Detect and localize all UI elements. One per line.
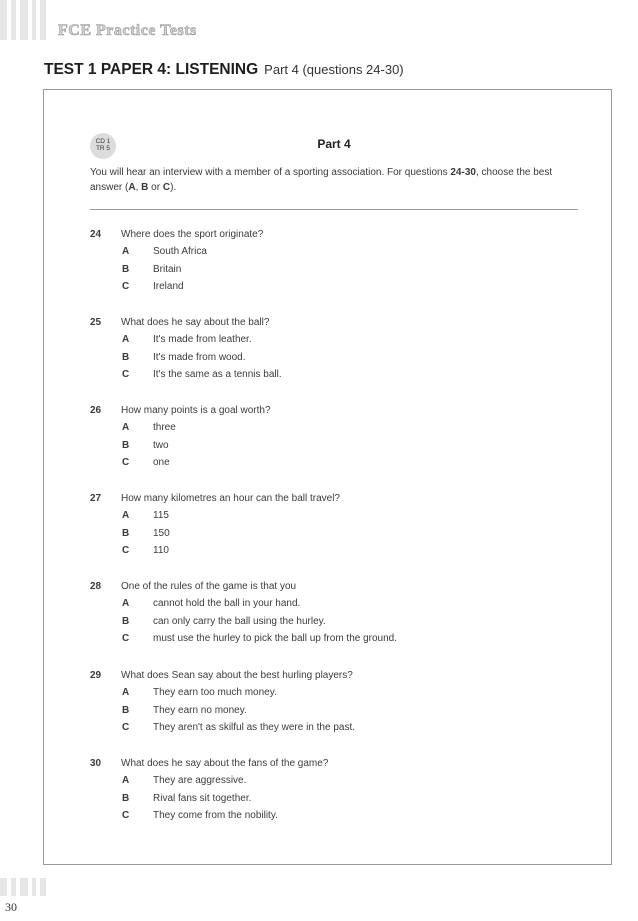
- stripe: [0, 0, 7, 40]
- instructions-letter-c: C: [162, 182, 171, 193]
- stripe: [11, 0, 16, 40]
- option-letter: B: [122, 440, 130, 451]
- option-text: Ireland: [153, 281, 184, 292]
- option-letter: C: [122, 810, 130, 821]
- instructions-letter-a: A: [128, 182, 136, 193]
- option-text: one: [153, 457, 170, 468]
- option-letter: C: [122, 722, 130, 733]
- option-letter: C: [122, 281, 130, 292]
- instructions-sep: or: [148, 182, 163, 193]
- question-number: 25: [90, 317, 102, 328]
- option-text: They earn too much money.: [153, 687, 277, 698]
- question-number: 29: [90, 670, 102, 681]
- option-text: Britain: [153, 264, 182, 275]
- question-number: 24: [90, 229, 102, 240]
- instructions-end: ).: [170, 182, 177, 193]
- stripe: [32, 0, 36, 40]
- option-text: They earn no money.: [153, 705, 247, 716]
- option-letter: C: [122, 457, 130, 468]
- question-number: 30: [90, 758, 102, 769]
- question-number: 26: [90, 405, 102, 416]
- option-text: 115: [153, 510, 169, 521]
- question-number: 27: [90, 493, 102, 504]
- instructions-middle: , choose the best answer (: [90, 167, 553, 193]
- divider: [90, 209, 578, 210]
- track-label: TR 5: [95, 145, 111, 152]
- option-letter: B: [122, 616, 130, 627]
- option-letter: C: [122, 369, 130, 380]
- question-number: 28: [90, 581, 102, 592]
- stripe: [40, 878, 46, 896]
- option-text: three: [153, 422, 176, 433]
- stripe: [40, 0, 46, 40]
- instructions-range: 24-30: [450, 167, 476, 178]
- option-text: can only carry the ball using the hurley.: [153, 616, 326, 627]
- option-text: It's made from wood.: [153, 352, 246, 363]
- test-heading: [44, 61, 404, 79]
- option-letter: B: [122, 528, 130, 539]
- stripe: [20, 0, 28, 40]
- instructions-letter-b: B: [141, 182, 149, 193]
- question-text: What does he say about the ball?: [121, 317, 270, 328]
- option-text: They come from the nobility.: [153, 810, 278, 821]
- question-text: What does Sean say about the best hurling players?: [121, 670, 353, 681]
- page-number: 30: [5, 900, 17, 914]
- option-letter: B: [122, 264, 130, 275]
- question-text: What does he say about the fans of the game?: [121, 758, 329, 769]
- option-text: must use the hurley to pick the ball up from the ground.: [153, 633, 398, 644]
- option-letter: B: [122, 705, 130, 716]
- option-letter: C: [122, 545, 130, 556]
- stripe: [0, 878, 7, 896]
- stripe: [32, 878, 36, 896]
- exam-frame: [43, 89, 612, 865]
- option-letter: A: [122, 334, 130, 345]
- option-text: 110: [153, 545, 169, 556]
- question-text: How many points is a goal worth?: [121, 405, 271, 416]
- option-text: It's made from leather.: [153, 334, 252, 345]
- option-text: two: [153, 440, 169, 451]
- question-text: Where does the sport originate?: [121, 229, 264, 240]
- book-title: FCE Practice Tests: [58, 22, 197, 39]
- option-letter: C: [122, 633, 130, 644]
- option-letter: A: [122, 510, 130, 521]
- cd-label: CD 1: [95, 138, 111, 145]
- option-letter: A: [122, 422, 130, 433]
- test-heading-title: TEST 1 PAPER 4: LISTENING: [44, 61, 259, 78]
- option-letter: B: [122, 352, 130, 363]
- question-text: One of the rules of the game is that you: [121, 581, 297, 592]
- instructions-intro: You will hear an interview with a member of a sporting association. For questions: [90, 167, 451, 178]
- instructions-sep: ,: [135, 182, 142, 193]
- option-text: They are aggressive.: [153, 775, 247, 786]
- option-letter: A: [122, 598, 130, 609]
- option-text: They aren't as skilful as they were in the past.: [153, 722, 356, 733]
- instructions: [90, 165, 580, 195]
- option-letter: A: [122, 775, 130, 786]
- stripe: [11, 878, 16, 896]
- question-text: How many kilometres an hour can the ball travel?: [121, 493, 340, 504]
- test-heading-part: Part 4 (questions 24-30): [264, 62, 404, 77]
- option-letter: B: [122, 793, 130, 804]
- option-text: South Africa: [153, 246, 207, 257]
- option-text: Rival fans sit together.: [153, 793, 252, 804]
- option-text: 150: [153, 528, 170, 539]
- cd-track-icon: [90, 133, 116, 159]
- option-text: cannot hold the ball in your hand.: [153, 598, 301, 609]
- option-letter: A: [122, 687, 130, 698]
- option-text: It's the same as a tennis ball.: [153, 369, 282, 380]
- stripe: [20, 878, 28, 896]
- part-title: Part 4: [317, 137, 351, 151]
- option-letter: A: [122, 246, 130, 257]
